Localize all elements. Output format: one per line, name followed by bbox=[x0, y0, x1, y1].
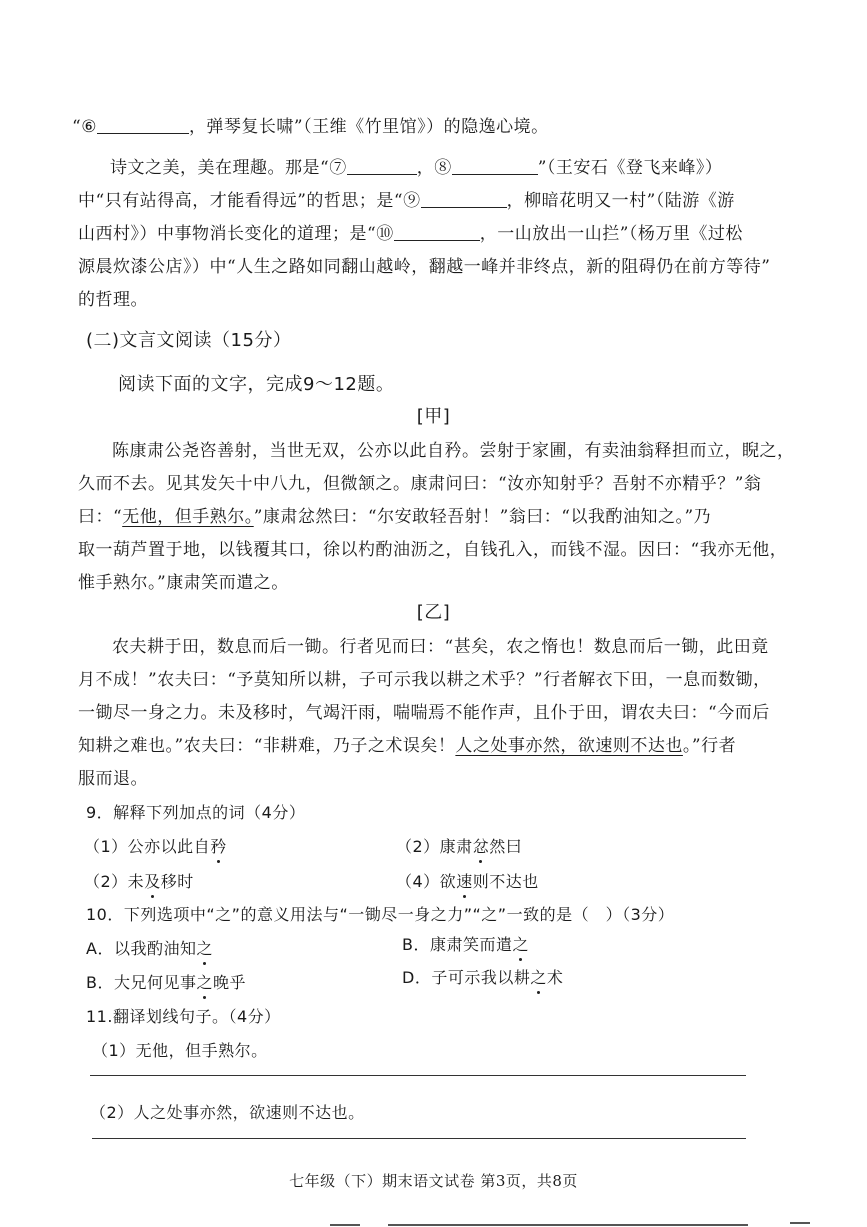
dotted-word: 之 bbox=[196, 939, 213, 958]
answer-blank-6[interactable] bbox=[97, 117, 189, 134]
answer-blank-8[interactable] bbox=[452, 158, 538, 175]
answer-blank-7[interactable] bbox=[347, 158, 417, 175]
text: ”（王安石《登飞来峰》） bbox=[537, 158, 723, 178]
dotted-word: 之 bbox=[530, 968, 547, 987]
text: 则不达也 bbox=[472, 872, 539, 891]
answer-blank-10[interactable] bbox=[394, 224, 480, 241]
scan-mark bbox=[388, 1224, 748, 1226]
poetry-line-6: 的哲理。 bbox=[78, 290, 148, 310]
dotted-word: 之 bbox=[196, 973, 213, 992]
text: 然曰 bbox=[489, 837, 523, 856]
passage-jia-line bbox=[78, 502, 711, 527]
q9-item-2 bbox=[396, 834, 522, 857]
dotted-word: 速 bbox=[456, 872, 473, 891]
q9-item-1 bbox=[84, 834, 227, 857]
passage-yi-line bbox=[78, 731, 736, 756]
dotted-word: 忿 bbox=[472, 837, 490, 856]
q11-answer-line-2[interactable] bbox=[92, 1138, 746, 1139]
question-11-title: 11.翻译划线句子。（4分） bbox=[86, 1007, 281, 1026]
q10-option-b[interactable] bbox=[402, 932, 529, 955]
passage-jia-line: 取一葫芦置于地，以钱覆其口，徐以杓酌油沥之，自钱孔入，而钱不湿。因曰：“我亦无他， bbox=[78, 540, 788, 560]
dotted-word: 矜 bbox=[210, 837, 227, 856]
text: 诗文之美，美在理趣。那是“⑦ bbox=[110, 158, 347, 178]
text: ，弹琴复长啸”（王维《竹里馆》）的隐逸心境。 bbox=[188, 117, 549, 137]
scan-mark bbox=[330, 1224, 360, 1226]
text: （1）公亦以此自 bbox=[84, 837, 211, 856]
q10-option-d[interactable] bbox=[402, 965, 563, 988]
underlined-sentence-1: 无他，但手熟尔。 bbox=[122, 507, 254, 527]
text: 晚乎 bbox=[213, 973, 247, 992]
text: 知耕之难也。”农夫曰：“非耕难，乃子之术误矣！ bbox=[78, 736, 456, 756]
text: （2）未 bbox=[84, 872, 145, 891]
scan-mark bbox=[790, 1222, 810, 1224]
question-10-title: 10．下列选项中“之”的意义用法与“一锄尽一身之力”“之”一致的是（ ）（3分） bbox=[86, 905, 675, 924]
answer-blank-9[interactable] bbox=[421, 191, 507, 208]
text: 曰：“ bbox=[78, 507, 123, 527]
passage-yi-line: 服而退。 bbox=[78, 769, 148, 789]
text: B．康肃笑而遣 bbox=[402, 935, 513, 954]
poetry-line-2 bbox=[110, 153, 722, 178]
text: 山西村》）中事物消长变化的道理；是“⑩ bbox=[78, 224, 394, 244]
q10-option-c[interactable] bbox=[86, 970, 246, 993]
text: （4）欲 bbox=[396, 872, 457, 891]
dotted-word: 及 bbox=[144, 872, 161, 891]
q9-item-3 bbox=[84, 869, 194, 892]
question-9-title: 9．解释下列加点的词（4分） bbox=[86, 803, 306, 822]
passage-yi-line: 一锄尽一身之力。未及移时，气竭汗雨，喘喘焉不能作声，且仆于田，谓农夫曰：“今而后 bbox=[78, 703, 770, 723]
text: B．大兄何见事 bbox=[86, 973, 197, 992]
text: D．子可示我以耕 bbox=[402, 968, 531, 987]
text: ，一山放出一山拦”（杨万里《过松 bbox=[479, 224, 743, 244]
text: ”康肃忿然曰：“尔安敢轻吾射！”翁曰：“以我酌油知之。”乃 bbox=[253, 507, 712, 527]
poetry-line-4 bbox=[78, 219, 743, 244]
text: “⑥ bbox=[72, 117, 97, 137]
passage-jia-line: 久而不去。见其发矢十中八九，但微颔之。康肃问曰：“汝亦知射乎？吾射不亦精乎？”翁 bbox=[78, 474, 762, 494]
poetry-line-5: 源晨炊漆公店》）中“人生之路如同翻山越岭，翻越一峰并非终点，新的阻碍仍在前方等待” bbox=[78, 257, 771, 277]
q9-item-4 bbox=[396, 869, 539, 892]
text: ，⑧ bbox=[416, 158, 452, 178]
passage-jia-line: 惟手熟尔。”康肃笑而遣之。 bbox=[78, 573, 289, 593]
section-intro: 阅读下面的文字，完成9～12题。 bbox=[118, 374, 395, 395]
text: A．以我酌油知 bbox=[86, 939, 197, 958]
passage-jia-label: [甲] bbox=[416, 406, 451, 427]
underlined-sentence-2: 人之处事亦然，欲速则不达也 bbox=[455, 736, 683, 756]
text: （2）康肃 bbox=[396, 837, 473, 856]
q11-answer-line-1[interactable] bbox=[90, 1075, 746, 1076]
section-heading: (二)文言文阅读（15分） bbox=[86, 330, 292, 351]
q11-sentence-2: （2）人之处事亦然，欲速则不达也。 bbox=[90, 1103, 365, 1122]
dotted-word: 之 bbox=[512, 935, 529, 954]
text: 。”行者 bbox=[682, 736, 737, 756]
passage-yi-line: 月不成！”农夫曰：“予莫知所以耕，子可示我以耕之术乎？”行者解衣下田，一息而数锄， bbox=[78, 670, 771, 690]
q10-option-a[interactable] bbox=[86, 936, 213, 959]
passage-yi-label: [乙] bbox=[416, 602, 451, 623]
text: 术 bbox=[546, 968, 564, 987]
text: 中“只有站得高，才能看得远”的哲思；是“⑨ bbox=[78, 191, 421, 211]
passage-jia-line: 陈康肃公尧咨善射，当世无双，公亦以此自矜。尝射于家圃，有卖油翁释担而立，睨之， bbox=[112, 441, 795, 461]
q11-sentence-1: （1）无他，但手熟尔。 bbox=[92, 1041, 268, 1060]
text: 移时 bbox=[160, 872, 194, 891]
text: ，柳暗花明又一村”（陆游《游 bbox=[506, 191, 735, 211]
page-footer: 七年级（下）期末语文试卷 第3页，共8页 bbox=[289, 1172, 578, 1190]
poetry-line-1 bbox=[72, 112, 549, 137]
passage-yi-line: 农夫耕于田，数息而后一锄。行者见而曰：“甚矣，农之惰也！数息而后一锄，此田竟 bbox=[112, 637, 769, 657]
poetry-line-3 bbox=[78, 186, 735, 211]
